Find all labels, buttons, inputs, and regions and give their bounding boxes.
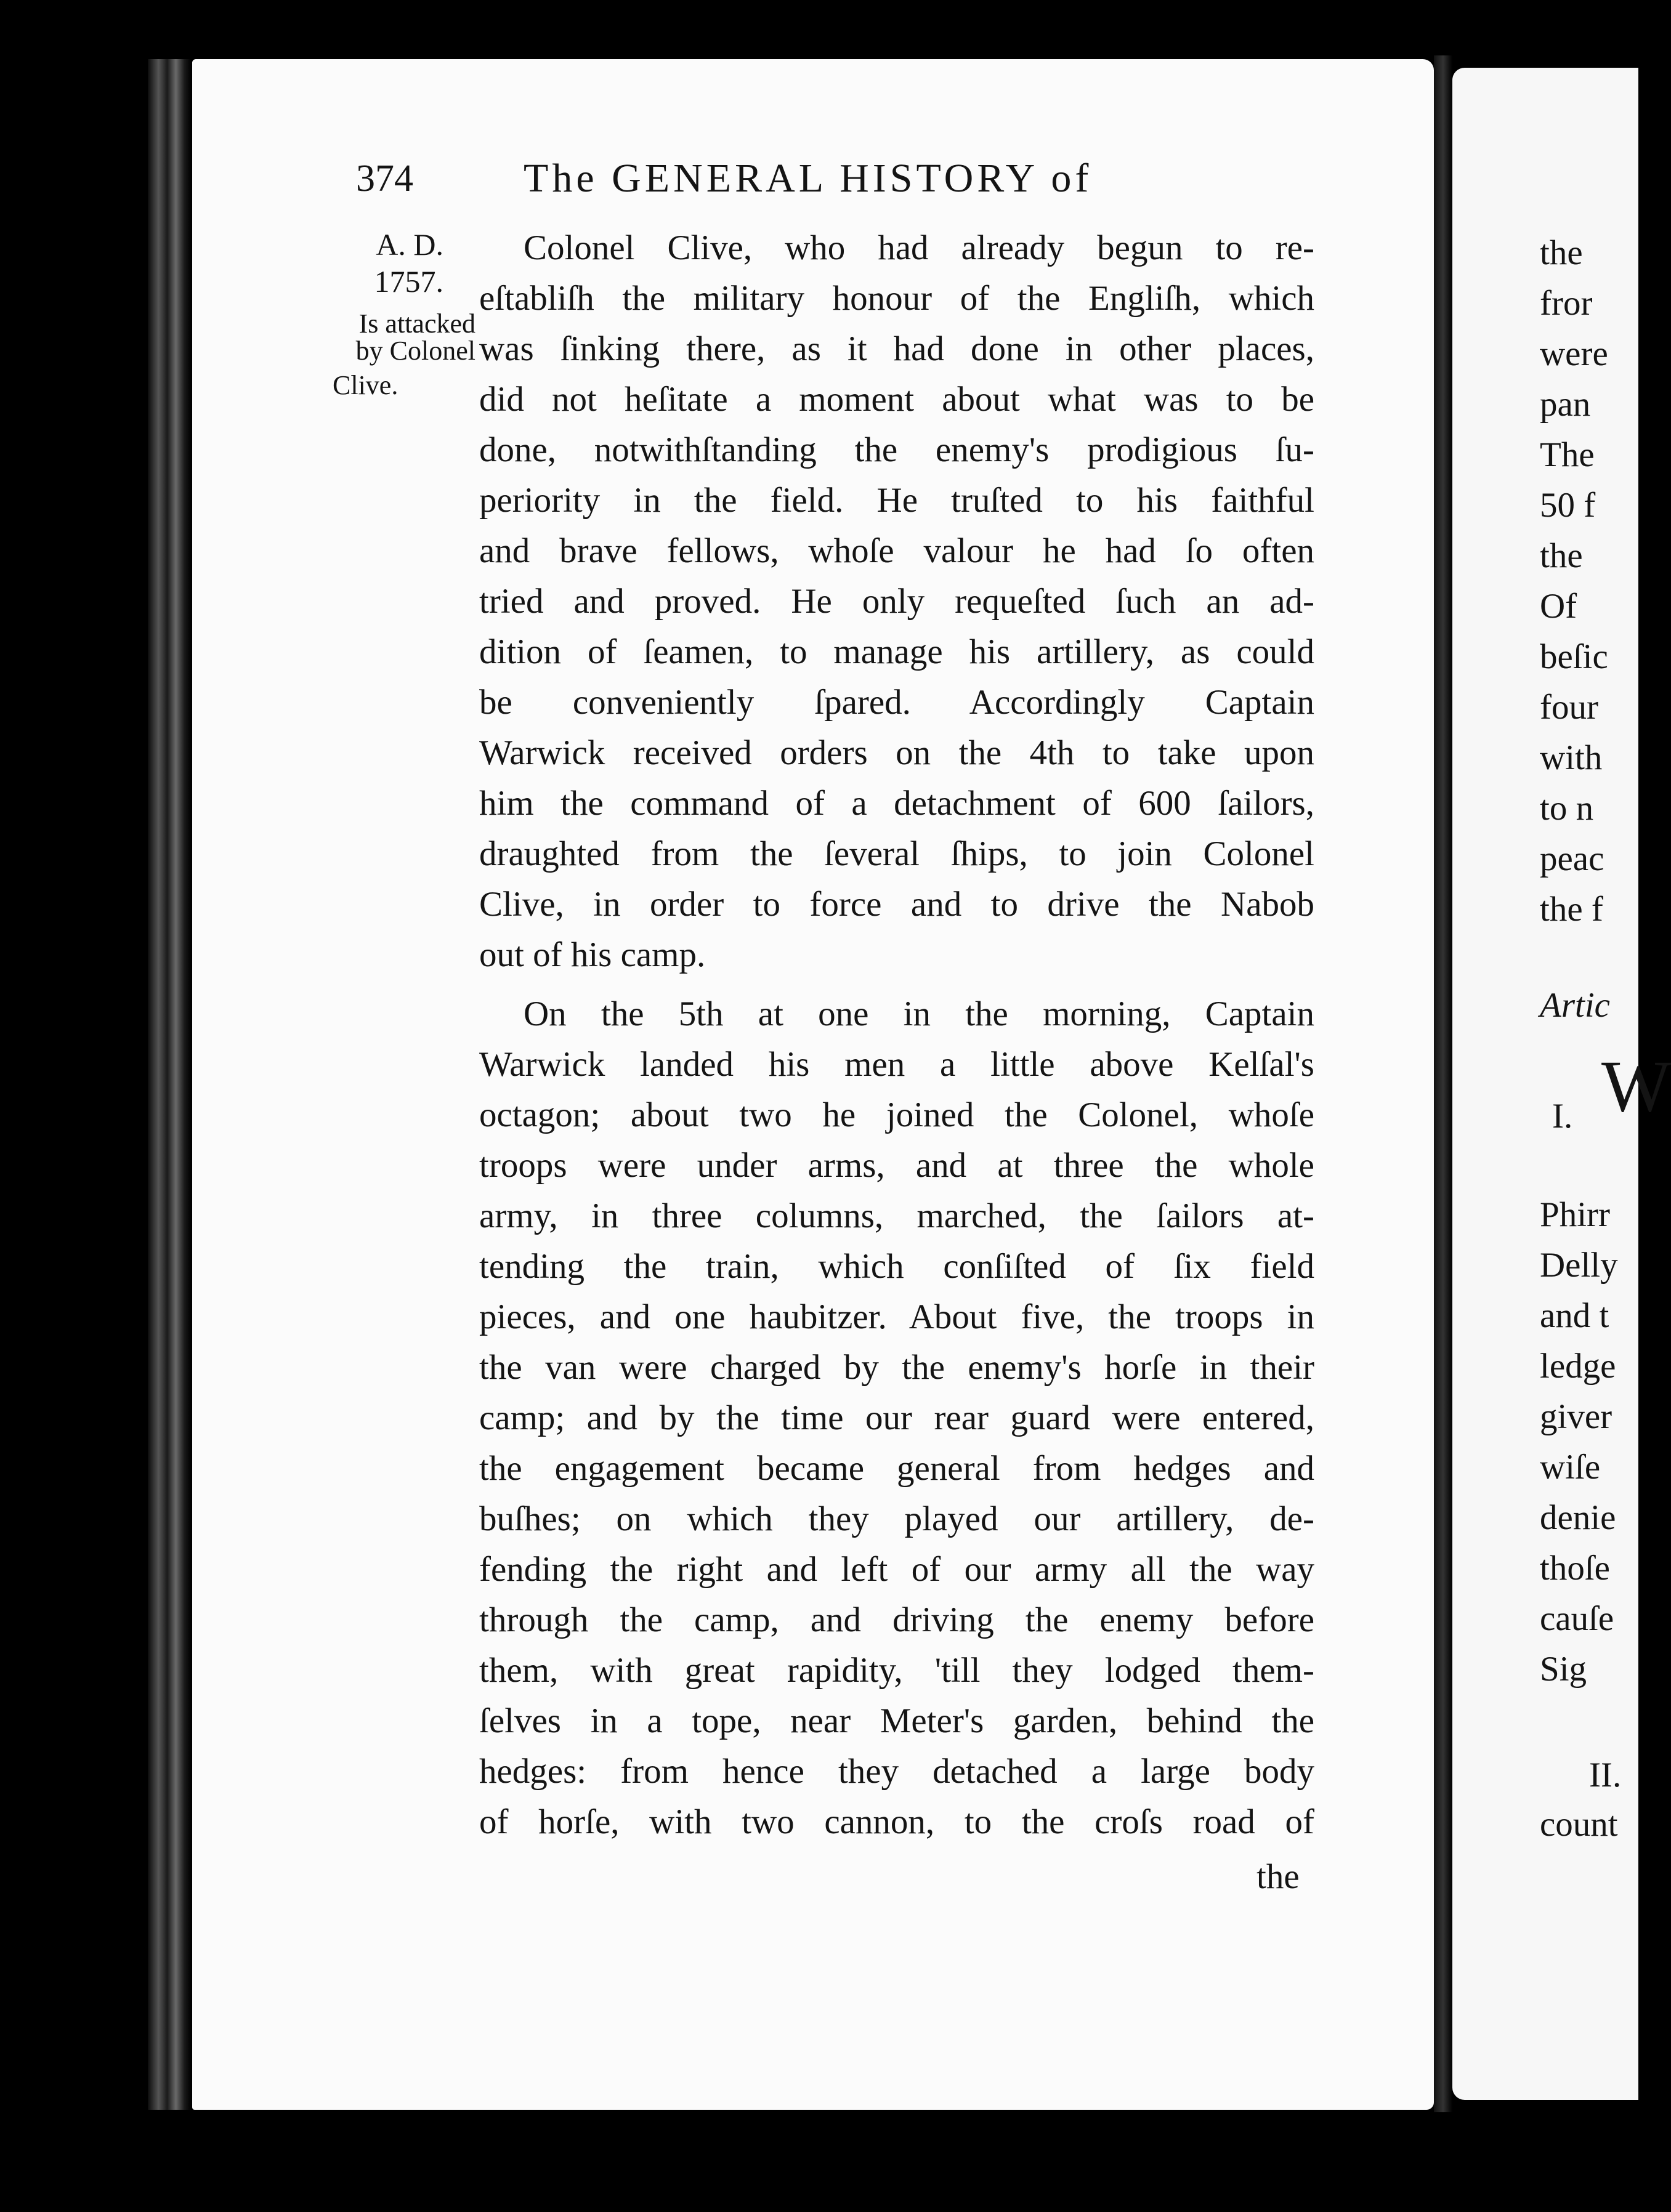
text-line: and brave fellows, whoſe valour he had ſo often — [479, 531, 1314, 570]
text-line: out of his camp. — [479, 935, 706, 974]
right-page-line: and t — [1540, 1296, 1609, 1335]
text-line: done, notwithſtanding the enemy's prodigious ſu- — [479, 430, 1314, 469]
right-page-line: were — [1540, 334, 1608, 373]
page-gutter — [1434, 55, 1452, 2112]
right-page-line: four — [1540, 688, 1598, 727]
right-page-line: beſic — [1540, 637, 1608, 676]
right-page-article-number: II. — [1589, 1756, 1622, 1794]
text-line: On the 5th at one in the morning, Captain — [524, 995, 1314, 1033]
text-line: Warwick received orders on the 4th to take upon — [479, 733, 1314, 772]
right-page-line: the f — [1540, 890, 1603, 929]
text-line: buſhes; on which they played our artillery, de- — [479, 1500, 1314, 1538]
right-page-line: cauſe — [1540, 1599, 1614, 1638]
text-line: them, with great rapidity, 'till they lodged them- — [479, 1651, 1314, 1690]
text-line: octagon; about two he joined the Colonel, whoſe — [479, 1096, 1314, 1134]
text-line: ſelves in a tope, near Meter's garden, behind the — [479, 1701, 1314, 1740]
right-page-heading: Artic — [1540, 986, 1610, 1025]
text-line: draughted from the ſeveral ſhips, to join Colonel — [479, 834, 1314, 873]
margin-year: 1757. — [374, 264, 443, 299]
text-line: be conveniently ſpared. Accordingly Captain — [479, 683, 1314, 722]
right-page-line: The — [1540, 435, 1595, 474]
text-line: camp; and by the time our rear guard were entered, — [479, 1399, 1314, 1437]
right-page-line: count — [1540, 1805, 1618, 1844]
right-page-line: Of — [1540, 587, 1577, 626]
right-page-line: peac — [1540, 839, 1604, 878]
right-page-drop-cap: W — [1601, 1045, 1671, 1127]
right-page-line: fror — [1540, 284, 1593, 323]
text-line: tried and proved. He only requeſted ſuch an ad- — [479, 582, 1314, 621]
book-binding-shadow — [148, 59, 191, 2110]
running-title: The GENERAL HISTORY of — [524, 156, 1093, 201]
text-line: troops were under arms, and at three the whole — [479, 1146, 1314, 1185]
right-page-line: Sig — [1540, 1650, 1587, 1689]
catchword: the — [1256, 1857, 1300, 1896]
right-page-line: pan — [1540, 385, 1591, 424]
margin-year-label: A. D. — [376, 227, 443, 262]
text-line: was ſinking there, as it had done in other places, — [479, 329, 1314, 368]
page-number: 374 — [356, 158, 413, 200]
right-page-line: Delly — [1540, 1246, 1618, 1285]
text-line: hedges: from hence they detached a large body — [479, 1752, 1314, 1791]
margin-note-line: by Colonel — [355, 336, 475, 366]
text-line: Warwick landed his men a little above Kelſal's — [479, 1045, 1314, 1084]
text-line: tending the train, which conſiſted of ſix field — [479, 1247, 1314, 1286]
text-line: the engagement became general from hedges and — [479, 1449, 1314, 1488]
text-line: him the command of a detachment of 600 ſailors, — [479, 784, 1314, 823]
right-page-line: to n — [1540, 789, 1594, 828]
right-page-line: 50 f — [1540, 486, 1596, 525]
text-line: Colonel Clive, who had already begun to re- — [524, 228, 1314, 267]
text-line: fending the right and left of our army all the way — [479, 1550, 1314, 1589]
text-line: through the camp, and driving the enemy before — [479, 1600, 1314, 1639]
right-page-line: thoſe — [1540, 1549, 1610, 1588]
margin-note-line: Clive. — [333, 370, 399, 400]
right-page-line: with — [1540, 738, 1603, 777]
text-line: eſtabliſh the military honour of the Engliſh, which — [479, 279, 1314, 318]
right-page-article-number: I. — [1552, 1097, 1573, 1136]
text-line: periority in the field. He truſted to his faithful — [479, 481, 1314, 520]
text-line: army, in three columns, marched, the ſailors at- — [479, 1197, 1314, 1235]
text-line: did not heſitate a moment about what was to be — [479, 380, 1314, 419]
right-page-line: Phirr — [1540, 1195, 1610, 1234]
right-page-line: wiſe — [1540, 1448, 1601, 1487]
text-line: pieces, and one haubitzer. About five, the troops in — [479, 1298, 1314, 1336]
right-page-line: the — [1540, 536, 1583, 575]
margin-note-line: Is attacked — [358, 309, 475, 339]
right-page-line: giver — [1540, 1397, 1612, 1436]
text-line: Clive, in order to force and to drive the Nabob — [479, 885, 1314, 924]
text-line: of horſe, with two cannon, to the croſs road of — [479, 1802, 1314, 1841]
text-line: dition of ſeamen, to manage his artillery, as could — [479, 632, 1314, 671]
right-page-line: ledge — [1540, 1347, 1616, 1386]
right-page-line: the — [1540, 233, 1583, 272]
text-line: the van were charged by the enemy's horſe in their — [479, 1348, 1314, 1387]
right-page-line: denie — [1540, 1498, 1616, 1537]
